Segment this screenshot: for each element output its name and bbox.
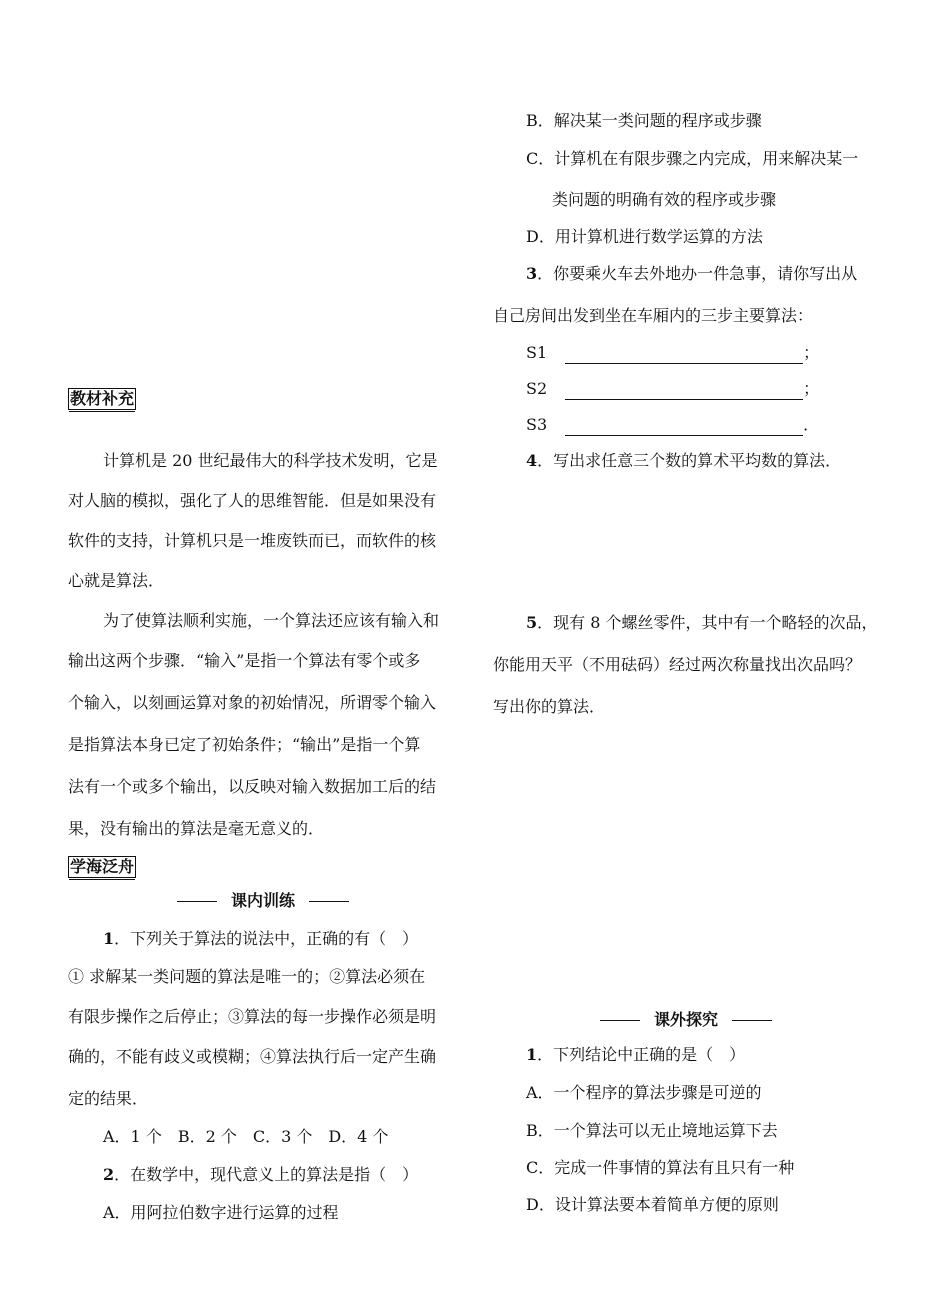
question-text: ．写出求任意三个数的算术平均数的算法．: [537, 451, 842, 470]
supplement-heading: 教材补充: [70, 389, 135, 408]
inclass-title-text: 课内训练: [231, 891, 296, 910]
outclass-section-title: [600, 1009, 772, 1031]
extension-question-1: [526, 1044, 745, 1066]
question-1-line: ① 求解某一类问题的算法是唯一的；②算法必须在: [68, 967, 426, 986]
supplement-line: 软件的支持，计算机只是一堆废铁而已，而软件的核: [68, 531, 437, 550]
question-2-option-b: B．解决某一类问题的程序或步骤: [526, 111, 762, 130]
supplement-line: 对人脑的模拟，强化了人的思维智能．但是如果没有: [68, 491, 437, 510]
step-s3: [526, 414, 819, 436]
step-label: S3: [526, 415, 548, 434]
question-2-option-c-cont: 类问题的明确有效的程序或步骤: [552, 190, 777, 209]
step-s2: [526, 378, 819, 400]
supplement-line: 个输入，以刻画运算对象的初始情况，所谓零个输入: [68, 693, 437, 712]
question-text: ．下列关于算法的说法中，正确的有（ ）: [114, 929, 419, 948]
question-text: ．你要乘火车去外地办一件急事，请你写出从: [537, 264, 858, 283]
question-text: ．下列结论中正确的是（ ）: [537, 1045, 746, 1064]
question-2-option-c: C．计算机在有限步骤之内完成，用来解决某一: [526, 149, 859, 168]
extension-option: D．设计算法要本着简单方便的原则: [526, 1195, 779, 1214]
inclass-section-title: [177, 890, 349, 912]
question-number: 4: [526, 451, 538, 470]
answer-blank[interactable]: [565, 419, 803, 436]
question-2-option-a: A．用阿拉伯数字进行运算的过程: [103, 1203, 339, 1222]
step-end-mark: ；: [803, 379, 820, 398]
question-1-options: A．1 个 B．2 个 C．3 个 D．4 个: [103, 1127, 389, 1146]
practice-heading: 学海泛舟: [70, 857, 135, 876]
step-end-mark: ．: [803, 415, 820, 434]
question-2: [103, 1164, 418, 1186]
supplement-line: 法有一个或多个输出，以反映对输入数据加工后的结: [68, 777, 437, 796]
answer-blank[interactable]: [565, 383, 803, 400]
question-3-line: 自己房间出发到坐在车厢内的三步主要算法：: [493, 306, 814, 325]
divider: [177, 901, 217, 902]
question-number: 3: [526, 264, 538, 283]
question-2-option-d: D．用计算机进行数学运算的方法: [526, 227, 763, 246]
extension-option: B．一个算法可以无止境地运算下去: [526, 1121, 778, 1140]
supplement-line: 为了使算法顺利实施，一个算法还应该有输入和: [103, 611, 440, 630]
answer-blank[interactable]: [565, 347, 803, 364]
question-number: 2: [103, 1165, 115, 1184]
supplement-line: 果，没有输出的算法是毫无意义的．: [68, 819, 325, 838]
question-4: [526, 450, 841, 472]
question-number: 1: [103, 929, 115, 948]
question-1-line: 有限步操作之后停止；③算法的每一步操作必须是明: [68, 1007, 437, 1026]
supplement-line: 计算机是 20 世纪最伟大的科学技术发明，它是: [103, 451, 438, 470]
question-1-line: 确的，不能有歧义或模糊；④算法执行后一定产生确: [68, 1047, 437, 1066]
divider: [732, 1020, 772, 1021]
outclass-title-text: 课外探究: [654, 1010, 719, 1029]
question-1-line: 定的结果．: [68, 1089, 149, 1108]
question-number: 1: [526, 1045, 538, 1064]
question-3: [526, 263, 857, 285]
question-5-line: 你能用天平（不用砝码）经过两次称量找出次品吗？: [493, 655, 862, 674]
divider: [600, 1020, 640, 1021]
question-1: [103, 928, 418, 950]
step-s1: [526, 342, 819, 364]
supplement-line: 输出这两个步骤．“输入”是指一个算法有零个或多: [68, 651, 421, 670]
supplement-line: 心就是算法．: [68, 571, 165, 590]
question-text: ．现有 8 个螺丝零件，其中有一个略轻的次品，: [537, 613, 878, 632]
divider: [309, 901, 349, 902]
supplement-line: 是指算法本身已定了初始条件；“输出”是指一个算: [68, 735, 421, 754]
question-5-line: 写出你的算法．: [493, 697, 606, 716]
question-5: [526, 612, 878, 634]
question-number: 5: [526, 613, 538, 632]
extension-option: C．完成一件事情的算法有且只有一种: [526, 1158, 795, 1177]
step-end-mark: ；: [803, 343, 820, 362]
step-label: S2: [526, 379, 548, 398]
step-label: S1: [526, 343, 548, 362]
question-text: ．在数学中，现代意义上的算法是指（ ）: [114, 1165, 419, 1184]
extension-option: A．一个程序的算法步骤是可逆的: [526, 1083, 762, 1102]
